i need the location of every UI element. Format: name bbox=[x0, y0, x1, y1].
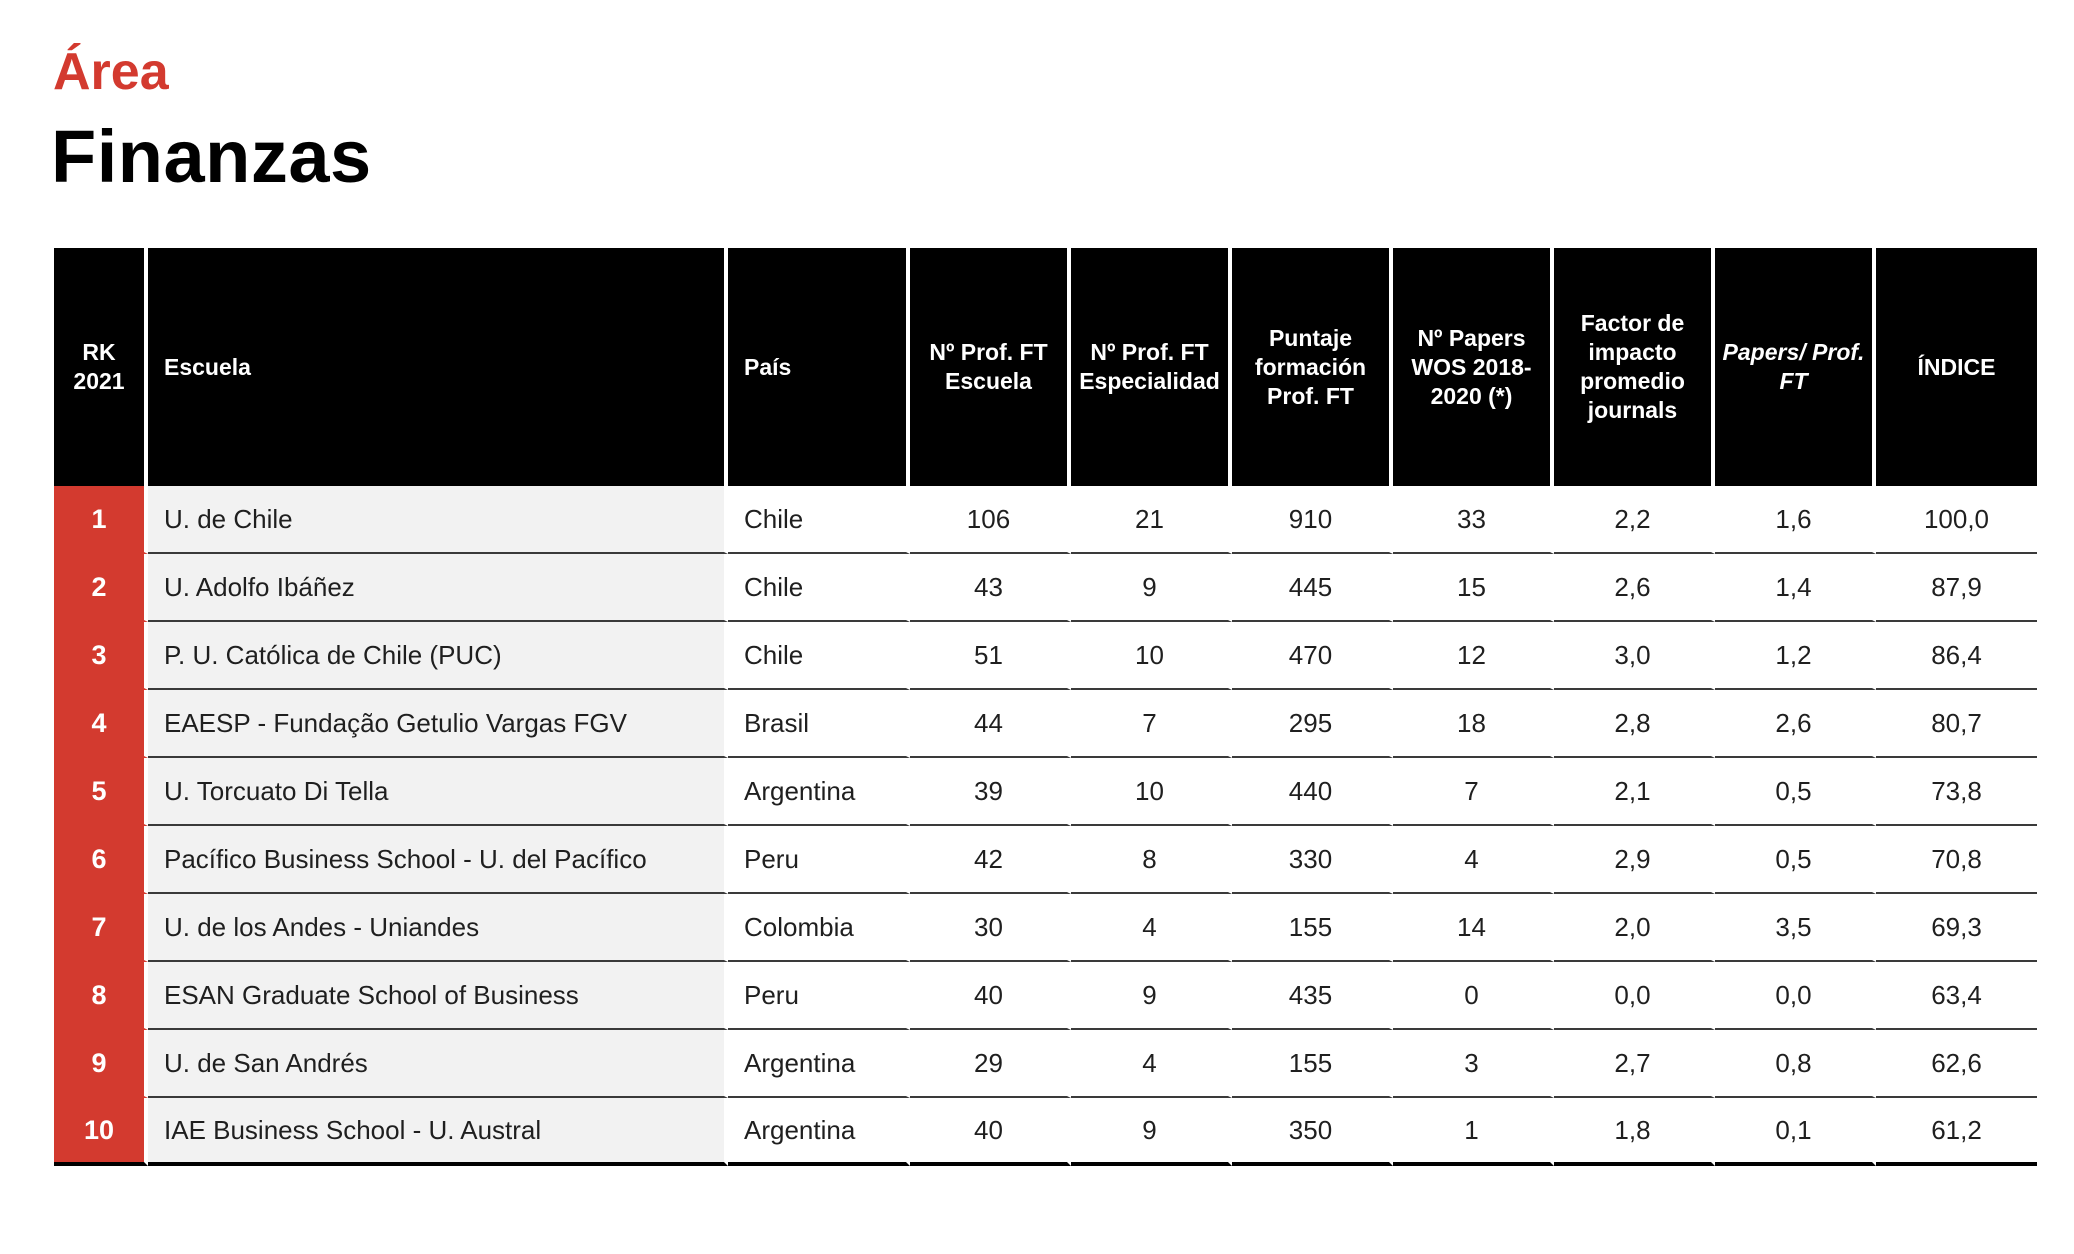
table-row bbox=[54, 554, 2037, 622]
prof-ft-school-cell: 44 bbox=[910, 690, 1071, 758]
column-header-prof-ft-school: Nº Prof. FT Escuela bbox=[910, 248, 1071, 486]
school-cell: Pacífico Business School - U. del Pacífico bbox=[148, 826, 728, 894]
school-cell: U. de los Andes - Uniandes bbox=[148, 894, 728, 962]
training-score-cell: 435 bbox=[1232, 962, 1393, 1030]
prof-ft-specialty-cell: 4 bbox=[1071, 1030, 1232, 1098]
wos-papers-cell: 33 bbox=[1393, 486, 1554, 554]
impact-factor-cell: 1,8 bbox=[1554, 1098, 1715, 1166]
table-body bbox=[54, 486, 2037, 1166]
country-cell: Colombia bbox=[728, 894, 910, 962]
column-header-index: ÍNDICE bbox=[1876, 248, 2037, 486]
index-cell: 61,2 bbox=[1876, 1098, 2037, 1166]
column-header-school: Escuela bbox=[148, 248, 728, 486]
impact-factor-cell: 0,0 bbox=[1554, 962, 1715, 1030]
rank-cell: 8 bbox=[54, 962, 148, 1030]
papers-per-prof-cell: 0,8 bbox=[1715, 1030, 1876, 1098]
papers-per-prof-cell: 1,4 bbox=[1715, 554, 1876, 622]
papers-per-prof-cell: 0,1 bbox=[1715, 1098, 1876, 1166]
prof-ft-specialty-cell: 4 bbox=[1071, 894, 1232, 962]
table-row bbox=[54, 894, 2037, 962]
training-score-cell: 155 bbox=[1232, 1030, 1393, 1098]
prof-ft-specialty-cell: 7 bbox=[1071, 690, 1232, 758]
school-cell: U. de Chile bbox=[148, 486, 728, 554]
country-cell: Argentina bbox=[728, 1098, 910, 1166]
impact-factor-cell: 2,9 bbox=[1554, 826, 1715, 894]
table-row bbox=[54, 486, 2037, 554]
wos-papers-cell: 12 bbox=[1393, 622, 1554, 690]
rank-cell: 5 bbox=[54, 758, 148, 826]
column-header-country: País bbox=[728, 248, 910, 486]
table-row bbox=[54, 1030, 2037, 1098]
table-row bbox=[54, 826, 2037, 894]
training-score-cell: 295 bbox=[1232, 690, 1393, 758]
column-header-prof-ft-specialty: Nº Prof. FT Especialidad bbox=[1071, 248, 1232, 486]
rank-cell: 10 bbox=[54, 1098, 148, 1166]
training-score-cell: 445 bbox=[1232, 554, 1393, 622]
wos-papers-cell: 14 bbox=[1393, 894, 1554, 962]
index-cell: 86,4 bbox=[1876, 622, 2037, 690]
index-cell: 69,3 bbox=[1876, 894, 2037, 962]
country-cell: Chile bbox=[728, 486, 910, 554]
rank-cell: 1 bbox=[54, 486, 148, 554]
impact-factor-cell: 2,7 bbox=[1554, 1030, 1715, 1098]
index-cell: 73,8 bbox=[1876, 758, 2037, 826]
prof-ft-specialty-cell: 21 bbox=[1071, 486, 1232, 554]
table-row bbox=[54, 758, 2037, 826]
prof-ft-specialty-cell: 9 bbox=[1071, 962, 1232, 1030]
prof-ft-school-cell: 51 bbox=[910, 622, 1071, 690]
papers-per-prof-cell: 0,5 bbox=[1715, 758, 1876, 826]
school-cell: IAE Business School - U. Austral bbox=[148, 1098, 728, 1166]
table-row bbox=[54, 622, 2037, 690]
school-cell: ESAN Graduate School of Business bbox=[148, 962, 728, 1030]
wos-papers-cell: 15 bbox=[1393, 554, 1554, 622]
prof-ft-specialty-cell: 9 bbox=[1071, 1098, 1232, 1166]
prof-ft-specialty-cell: 10 bbox=[1071, 758, 1232, 826]
prof-ft-school-cell: 30 bbox=[910, 894, 1071, 962]
country-cell: Peru bbox=[728, 962, 910, 1030]
ranking-table bbox=[54, 248, 2037, 1166]
column-header-papers-per-prof: Papers/ Prof. FT bbox=[1715, 248, 1876, 486]
table-header-row bbox=[54, 248, 2037, 486]
index-cell: 80,7 bbox=[1876, 690, 2037, 758]
column-header-impact-factor: Factor de impacto promedio journals bbox=[1554, 248, 1715, 486]
papers-per-prof-cell: 1,6 bbox=[1715, 486, 1876, 554]
wos-papers-cell: 1 bbox=[1393, 1098, 1554, 1166]
rank-cell: 7 bbox=[54, 894, 148, 962]
papers-per-prof-cell: 2,6 bbox=[1715, 690, 1876, 758]
prof-ft-specialty-cell: 10 bbox=[1071, 622, 1232, 690]
prof-ft-school-cell: 40 bbox=[910, 1098, 1071, 1166]
training-score-cell: 470 bbox=[1232, 622, 1393, 690]
rank-cell: 2 bbox=[54, 554, 148, 622]
training-score-cell: 350 bbox=[1232, 1098, 1393, 1166]
impact-factor-cell: 2,2 bbox=[1554, 486, 1715, 554]
school-cell: U. Torcuato Di Tella bbox=[148, 758, 728, 826]
index-cell: 100,0 bbox=[1876, 486, 2037, 554]
rank-cell: 3 bbox=[54, 622, 148, 690]
prof-ft-specialty-cell: 8 bbox=[1071, 826, 1232, 894]
index-cell: 63,4 bbox=[1876, 962, 2037, 1030]
papers-per-prof-cell: 1,2 bbox=[1715, 622, 1876, 690]
column-header-rank: RK 2021 bbox=[54, 248, 148, 486]
index-cell: 87,9 bbox=[1876, 554, 2037, 622]
country-cell: Peru bbox=[728, 826, 910, 894]
country-cell: Argentina bbox=[728, 758, 910, 826]
table-row bbox=[54, 1098, 2037, 1166]
wos-papers-cell: 7 bbox=[1393, 758, 1554, 826]
impact-factor-cell: 3,0 bbox=[1554, 622, 1715, 690]
index-cell: 62,6 bbox=[1876, 1030, 2037, 1098]
country-cell: Chile bbox=[728, 554, 910, 622]
training-score-cell: 330 bbox=[1232, 826, 1393, 894]
wos-papers-cell: 4 bbox=[1393, 826, 1554, 894]
country-cell: Argentina bbox=[728, 1030, 910, 1098]
area-label: Área bbox=[53, 43, 169, 101]
prof-ft-school-cell: 39 bbox=[910, 758, 1071, 826]
impact-factor-cell: 2,0 bbox=[1554, 894, 1715, 962]
table-row bbox=[54, 690, 2037, 758]
prof-ft-school-cell: 40 bbox=[910, 962, 1071, 1030]
impact-factor-cell: 2,8 bbox=[1554, 690, 1715, 758]
school-cell: U. Adolfo Ibáñez bbox=[148, 554, 728, 622]
impact-factor-cell: 2,1 bbox=[1554, 758, 1715, 826]
rank-cell: 6 bbox=[54, 826, 148, 894]
training-score-cell: 155 bbox=[1232, 894, 1393, 962]
table-row bbox=[54, 962, 2037, 1030]
papers-per-prof-cell: 0,5 bbox=[1715, 826, 1876, 894]
rank-cell: 4 bbox=[54, 690, 148, 758]
page-title: Finanzas bbox=[51, 115, 372, 198]
index-cell: 70,8 bbox=[1876, 826, 2037, 894]
rank-cell: 9 bbox=[54, 1030, 148, 1098]
school-cell: P. U. Católica de Chile (PUC) bbox=[148, 622, 728, 690]
prof-ft-school-cell: 42 bbox=[910, 826, 1071, 894]
wos-papers-cell: 0 bbox=[1393, 962, 1554, 1030]
column-header-wos-papers: Nº Papers WOS 2018-2020 (*) bbox=[1393, 248, 1554, 486]
column-header-training-score: Puntaje formación Prof. FT bbox=[1232, 248, 1393, 486]
training-score-cell: 440 bbox=[1232, 758, 1393, 826]
papers-per-prof-cell: 3,5 bbox=[1715, 894, 1876, 962]
prof-ft-specialty-cell: 9 bbox=[1071, 554, 1232, 622]
country-cell: Chile bbox=[728, 622, 910, 690]
training-score-cell: 910 bbox=[1232, 486, 1393, 554]
impact-factor-cell: 2,6 bbox=[1554, 554, 1715, 622]
wos-papers-cell: 18 bbox=[1393, 690, 1554, 758]
school-cell: U. de San Andrés bbox=[148, 1030, 728, 1098]
wos-papers-cell: 3 bbox=[1393, 1030, 1554, 1098]
country-cell: Brasil bbox=[728, 690, 910, 758]
prof-ft-school-cell: 43 bbox=[910, 554, 1071, 622]
school-cell: EAESP - Fundação Getulio Vargas FGV bbox=[148, 690, 728, 758]
papers-per-prof-cell: 0,0 bbox=[1715, 962, 1876, 1030]
prof-ft-school-cell: 106 bbox=[910, 486, 1071, 554]
prof-ft-school-cell: 29 bbox=[910, 1030, 1071, 1098]
